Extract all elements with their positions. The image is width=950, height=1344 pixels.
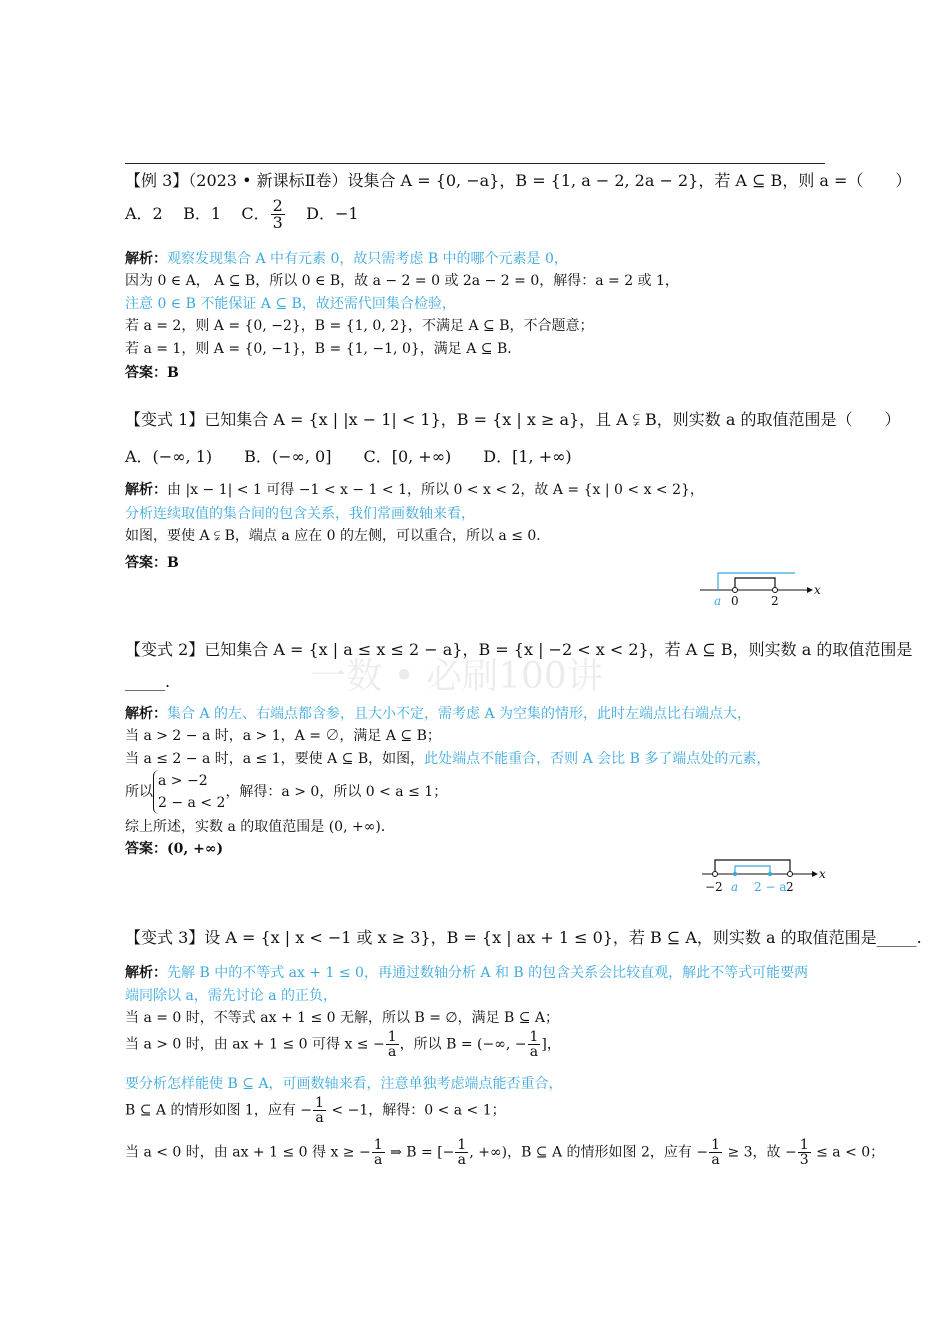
ex3-line-1: 解析：观察发现集合 A 中有元素 0，故只需考虑 B 中的哪个元素是 0，: [125, 251, 568, 267]
v2-heading: 【变式 2】已知集合 A = {x | a ≤ x ≤ 2 − a}，B = {x | −2 < x < 2}，若 A ⊆ B，则实数 a 的取值范围是: [125, 640, 913, 659]
ex3-option-b: B．1: [183, 204, 222, 223]
v2-fig-x: x: [819, 867, 826, 881]
v1-line-3: 如图，要使 A ⫋ B，端点 a 应在 0 的左侧，可以重合，所以 a ≤ 0．: [125, 528, 551, 544]
top-rule: [125, 163, 825, 164]
v2-line-4: 所以a > −2 2 − a < 2，解得：a > 0，所以 0 < a ≤ 1；: [125, 770, 447, 814]
v2-line-5: 综上所述，实数 a 的取值范围是 (0, +∞)．: [125, 819, 395, 835]
v1-answer: 答案：B: [125, 555, 179, 571]
ex3-line-3: 注意 0 ∈ B 不能保证 A ⊆ B，故还需代回集合检验，: [125, 296, 456, 312]
v3-line-5: B ⊆ A 的情形如图 1，应有 − $\frac{1}{a}$ < −1，解得：0 < a < 1；: [125, 1095, 506, 1126]
v2-fig-a: a: [731, 880, 739, 894]
v3-line-4: 要分析怎样能使 B ⊆ A，可画数轴来看，注意单独考虑端点能否重合，: [125, 1076, 563, 1092]
v2-number-line: [700, 852, 830, 898]
ex3-line-5: 若 a = 1，则 A = {0, −1}，B = {1, −1, 0}，满足 A ⊆ B．: [125, 341, 522, 357]
v2-fig-2a: 2 − a: [754, 880, 787, 894]
ex3-option-c: C．: [241, 204, 270, 223]
v2-line-3: 当 a ≤ 2 − a 时，a ≤ 1，要使 A ⊆ B，如图，此处端点不能重合，否则 A 会比 B 多了端点处的元素，: [125, 751, 771, 767]
v1-fig-a: a: [714, 594, 722, 608]
v1-line-1: 解析：由 |x − 1| < 1 可得 −1 < x − 1 < 1，所以 0 < x < 2，故 A = {x | 0 < x < 2}，: [125, 482, 704, 498]
v1-fig-0: 0: [731, 594, 739, 608]
v2-fig-m2: −2: [705, 880, 723, 894]
v1-fig-x: x: [814, 583, 821, 597]
v3-line-3: 当 a > 0 时，由 ax + 1 ≤ 0 可得 x ≤ − $\frac{1}{a}$ ，所以 B = (−∞, − $\frac{1}{a}$ ]，: [125, 1029, 561, 1060]
ex3-heading: 【例 3】（2023 • 新课标Ⅱ卷）设集合 A = {0, −a}，B = {1, a − 2, 2a − 2}，若 A ⊆ B，则 a =（ ）: [125, 171, 912, 190]
ex3-option-d: D．−1: [306, 204, 359, 223]
v1-heading: 【变式 1】已知集合 A = {x | |x − 1| < 1}，B = {x | x ≥ a}，且 A ⫋ B，则实数 a 的取值范围是（ ）: [125, 410, 901, 429]
v2-system: a > −2 2 − a < 2: [153, 770, 225, 814]
ex3-options: [125, 198, 359, 231]
v2-answer: 答案：(0, +∞): [125, 841, 224, 857]
v3-line-1b: 端同除以 a，需先讨论 a 的正负，: [125, 988, 338, 1004]
v3-line-6: 当 a < 0 时，由 ax + 1 ≤ 0 得 x ≥ − $\frac{1}{a}$ ⇒ B = [− $\frac{1}{a}$ , +∞)，B ⊆ A 的情形如图 2，应有 − $\frac{1}{a}$ ≥ 3，故 − $\frac{1}{3}$ ≤ a < 0；: [125, 1137, 885, 1168]
v3-line-2: 当 a = 0 时，不等式 ax + 1 ≤ 0 无解，所以 B = ∅，满足 B ⊆ A；: [125, 1010, 560, 1026]
v1-options: A．(−∞, 1) B．(−∞, 0] C．[0, +∞) D．[1, +∞): [125, 447, 572, 466]
ex3-line-2: 因为 0 ∈ A， A ⊆ B，所以 0 ∈ B，故 a − 2 = 0 或 2a − 2 = 0，解得：a = 2 或 1，: [125, 273, 679, 289]
v3-heading: 【变式 3】设 A = {x | x < −1 或 x ≥ 3}，B = {x | ax + 1 ≤ 0}，若 B ⊆ A，则实数 a 的取值范围是_____.: [125, 928, 922, 947]
v2-line-1: 解析：集合 A 的左、右端点都含参，且大小不定，需考虑 A 为空集的情形，此时左端点比右端点大，: [125, 706, 752, 722]
v2-line-2: 当 a > 2 − a 时，a > 1，A = ∅，满足 A ⊆ B；: [125, 728, 441, 744]
v3-line-1: 解析：先解 B 中的不等式 ax + 1 ≤ 0，再通过数轴分析 A 和 B 的包含关系会比较直观，解此不等式可能要两: [125, 965, 809, 981]
v1-number-line: [695, 568, 825, 610]
watermark: 一数 • 必刷100讲: [310, 656, 603, 697]
v1-line-2: 分析连续取值的集合间的包含关系，我们常画数轴来看，: [125, 506, 475, 522]
v2-fig-2: 2: [786, 880, 794, 894]
ex3-option-a: A．2: [125, 204, 163, 223]
v2-blank: _____.: [125, 672, 171, 691]
ex3-line-4: 若 a = 2，则 A = {0, −2}，B = {1, 0, 2}，不满足 A ⊆ B，不合题意；: [125, 318, 594, 334]
ex3-answer: 答案：B: [125, 365, 179, 381]
ex3-option-c-fraction: $\frac{2}{3}$: [272, 196, 283, 232]
v1-fig-2: 2: [771, 594, 779, 608]
